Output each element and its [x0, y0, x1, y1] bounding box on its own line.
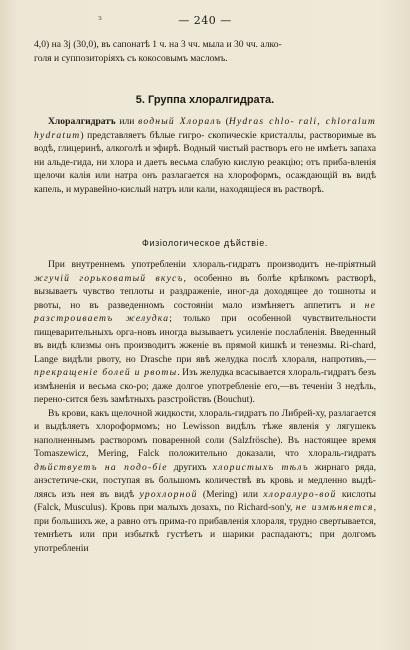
definition-text [34, 115, 376, 196]
corner-mark: з [98, 14, 102, 22]
text-run: . Изъ желудка всасывается хлораль-гидратъ безъ измѣненія и весьма ско-ро; даже долгое употребленіе его,—въ теченіи 3 недѣль, перено-сится безъ замѣтныхъ разстройствъ (Bouchut). [34, 367, 376, 405]
text-run: ( [221, 116, 229, 127]
section-title: 5. Группа хлоралгидрата. [135, 94, 275, 106]
body-text [34, 258, 376, 555]
text-run: При внутреннемъ употребленіи хлораль-гидратъ производитъ не-пріятный [48, 259, 376, 270]
text-run: скопическіе кристаллы, растворимые въ водѣ, глицеринѣ, алкоголѣ и эфирѣ. Водный чистый растворъ его не имѣетъ запаха ни альде-гида, ни хлора и даетъ весьма слабую кислую реакцію; отъ приба-вленія щелочи калія или натра онъ разлагается на хлороформъ, осаждающій въ видѣ капель, и муравейно-кислый натръ или кали, находящіеся въ растворѣ. [34, 129, 376, 195]
emphasis: урохлорной [139, 488, 198, 500]
intro-line-1: 4,0) на 3j (30,0), въ сапонатѣ 1 ч. на 3 чч. мыла и 30 чч. алко- [34, 39, 282, 50]
latin-name: водный Хлоралъ [138, 116, 222, 127]
latin-name: rali, chloralum hydratum [34, 116, 376, 141]
emphasis: дѣйствуетъ на подо-біе [34, 461, 168, 473]
definition-paragraph [34, 115, 376, 196]
emphasis: прекращеніе болей и рвоты [34, 367, 178, 378]
intro-paragraph [34, 38, 376, 65]
text-run: (Mering) или [197, 488, 264, 500]
paragraph-1 [34, 258, 376, 407]
emphasis: жгучій горьковатый вкусъ [34, 272, 184, 284]
text-run: Въ крови, какъ щелочной жидкости, хлораль-гидратъ по Либрей-ху, разлагается и выдѣляетъ хлороформомъ; но Lewisson видѣлъ тѣже явленія у лягушекъ наполненнымъ растворомъ поваренной соли (Salzfrösche). Въ настоящее время Tomaszewicz, Mering, Falck положительно доказали, что хлораль-гидратъ [34, 407, 376, 459]
page-number: — 240 — [178, 14, 232, 27]
text-run: или [115, 116, 139, 127]
intro-line-2: голя и суппозиторіяхъ съ кокосовымъ масломъ. [34, 52, 228, 64]
text-run: , особенно въ болѣе крѣпкомъ растворѣ, вызываетъ чувство теплоты и раздраженіе, иног-да доходящее до тошноты и рвоты, но въ разведенномъ состояніи мало измѣняетъ аппетитъ и [34, 272, 376, 311]
emphasis: хлористыхъ тѣлъ [212, 461, 309, 473]
text-run: ) представляетъ бѣлые гигро- [80, 129, 205, 141]
subsection-title: Физіологическое дѣйствіе. [142, 238, 268, 248]
emphasis: не измѣняется [295, 502, 374, 513]
text-run: кислоты (Falck, Musculus). Кровь при малыхъ дозахъ, по Richard-son'у, [34, 488, 376, 513]
emphasis: не разстроиваетъ желудка [34, 299, 376, 324]
text-run: , при большихъ же, а равно отъ прима-го прибавленія хлораля, трудно свертывается, темнѣетъ или при избыткѣ густѣетъ и шарики распадаютъ; при долгомъ употребленіи [34, 502, 376, 554]
term: Хлоралгидратъ [48, 116, 116, 127]
text-run: другихъ [167, 461, 213, 473]
paragraph-2 [34, 407, 376, 556]
emphasis: хлоралуро-вой [263, 488, 337, 500]
latin-name: Hydras chlo- [228, 116, 295, 127]
text-run: жирнаго ряда, анэстетиче-ски, поступая въ большомъ количествѣ въ кровь и медленно выдѣ-ляясь изъ нея въ видѣ [34, 461, 376, 500]
text-run: ; только при особенной чувствительности пищеварительныхъ орга-новъ иногда вызываетъ усиленіе послабленія. Введенный въ видѣ клизмы онъ производитъ жженіе въ прямой кишкѣ и тенезмы. Ri-chard, Lange видѣли рвоту, но Drasche при явѣ желудка послѣ хлораля, напротивъ,— [34, 313, 377, 365]
